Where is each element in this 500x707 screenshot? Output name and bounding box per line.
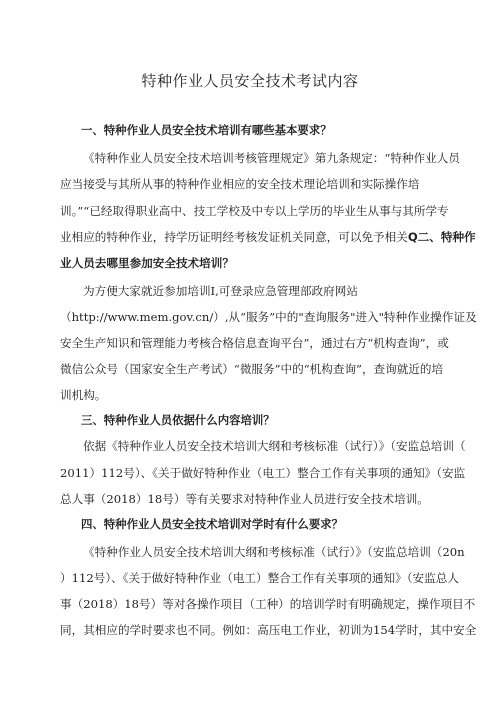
section-2-line-4: 微信公众号（国家安全生产考试）“微服务”中的“机构查询”，查询就近的培 [60,362,444,376]
section-4-line-4: 同，其相应的学时要求也不同。例如：高压电工作业，初训为154学时，其中安全 [60,623,477,637]
section-1-line-4 [60,229,476,245]
section-2-heading-start: Q二、特种作 [407,230,476,244]
section-2-line-2: （http://www.mem.gov.cn/）,从“服务”中的"查询服务"进入"特种作业操作证及 [60,310,477,324]
section-3-heading: 三、特种作业人员依据什么内容培训？ [81,413,275,427]
section-1-line-2: 应当接受与其所从事的特种作业相应的安全技术理论培训和实际操作培 [60,177,420,191]
section-2-heading: 业人员去哪里参加安全技术培训？ [60,256,234,270]
section-2-line-5: 训机构。 [60,388,107,402]
section-4-heading: 四、特种作业人员安全技术培训对学时有什么要求？ [81,517,343,531]
section-3-line-3: 总人事（2018）18号）等有关要求对特种作业人员进行安全技术培训。 [60,492,429,506]
section-3-line-2: 2011）112号）、《关于做好特种作业（电工）整合工作有关事项的通知》（安监 [60,466,466,480]
section-4-line-2: ）112号）、《关于做好特种作业（电工）整合工作有关事项的通知》（安监总人 [60,571,459,585]
section-2-line-1: 为方便大家就近参加培训I,可登录应急管理部政府网站 [83,284,358,298]
section-1-line-3: 训。”“已经取得职业高中、技工学校及中专以上学历的毕业生从事与其所学专 [60,204,449,218]
page-title: 特种作业人员安全技术考试内容 [141,72,359,90]
section-3-line-1: 依据《特种作业人员安全技术培训大纲和考核标准（试行）》（安监总培训（ [83,439,466,453]
section-4-line-3: 事（2018）18号）等对各操作项目（工种）的培训学时有明确规定，操作项目不 [60,597,476,611]
section-1-line-4-text: 业相应的特种作业，持学历证明经考核发证机关同意，可以免予相关 [60,230,408,244]
section-4-line-1: 《特种作业人员安全技术培训大纲和考核标准（试行）》（安监总培训（20n [83,545,465,559]
section-2-line-3: 安全生产知识和管理能力考核合格信息查询平台”，通过右方“机构查询”，或 [60,336,449,350]
section-1-heading: 一、特种作业人员安全技术培训有哪些基本要求？ [81,123,332,137]
section-1-line-1: 《特种作业人员安全技术培训考核管理规定》第九条规定：“特种作业人员 [83,151,460,165]
